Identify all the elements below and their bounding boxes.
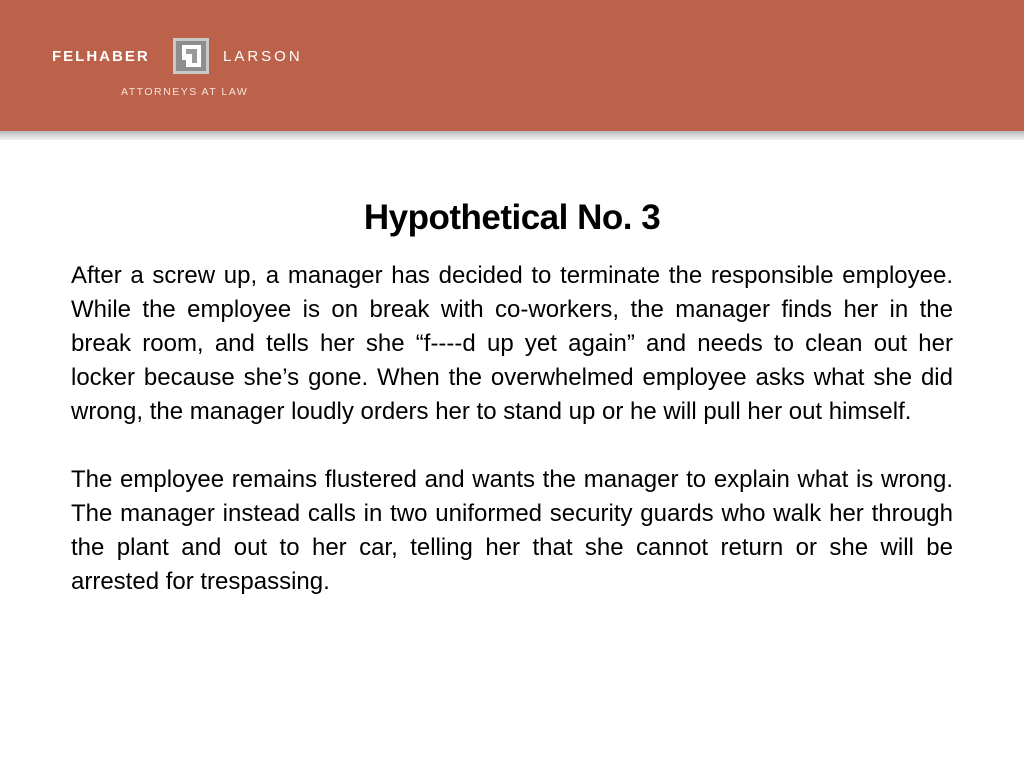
header-divider — [0, 131, 1024, 140]
brand-tagline: ATTORNEYS AT LAW — [121, 86, 249, 98]
brand-name-left: FELHABER — [52, 48, 150, 65]
slide-body — [71, 259, 953, 599]
body-paragraph: After a screw up, a manager has decided to terminate the responsible employee. While the employee is on break with co-workers, the manager finds her in the break room, and tells her she “f----d up yet again” and needs to clean out her locker because she’s gone. When the overwhelmed employee asks what she did wrong, the manager loudly orders her to stand up or he will pull her out himself. — [71, 262, 953, 425]
brand-name-right: LARSON — [223, 48, 303, 65]
header-bar — [0, 0, 1024, 131]
felhaber-larson-mark-icon — [173, 38, 209, 74]
slide-title: Hypothetical No. 3 — [363, 198, 661, 238]
body-paragraph: The employee remains flustered and wants the manager to explain what is wrong. The manager instead calls in two uniformed security guards who walk her through the plant and out to her car, telling her that she cannot return or she will be arrested for trespassing. — [71, 466, 953, 595]
brand-logo — [0, 0, 400, 131]
